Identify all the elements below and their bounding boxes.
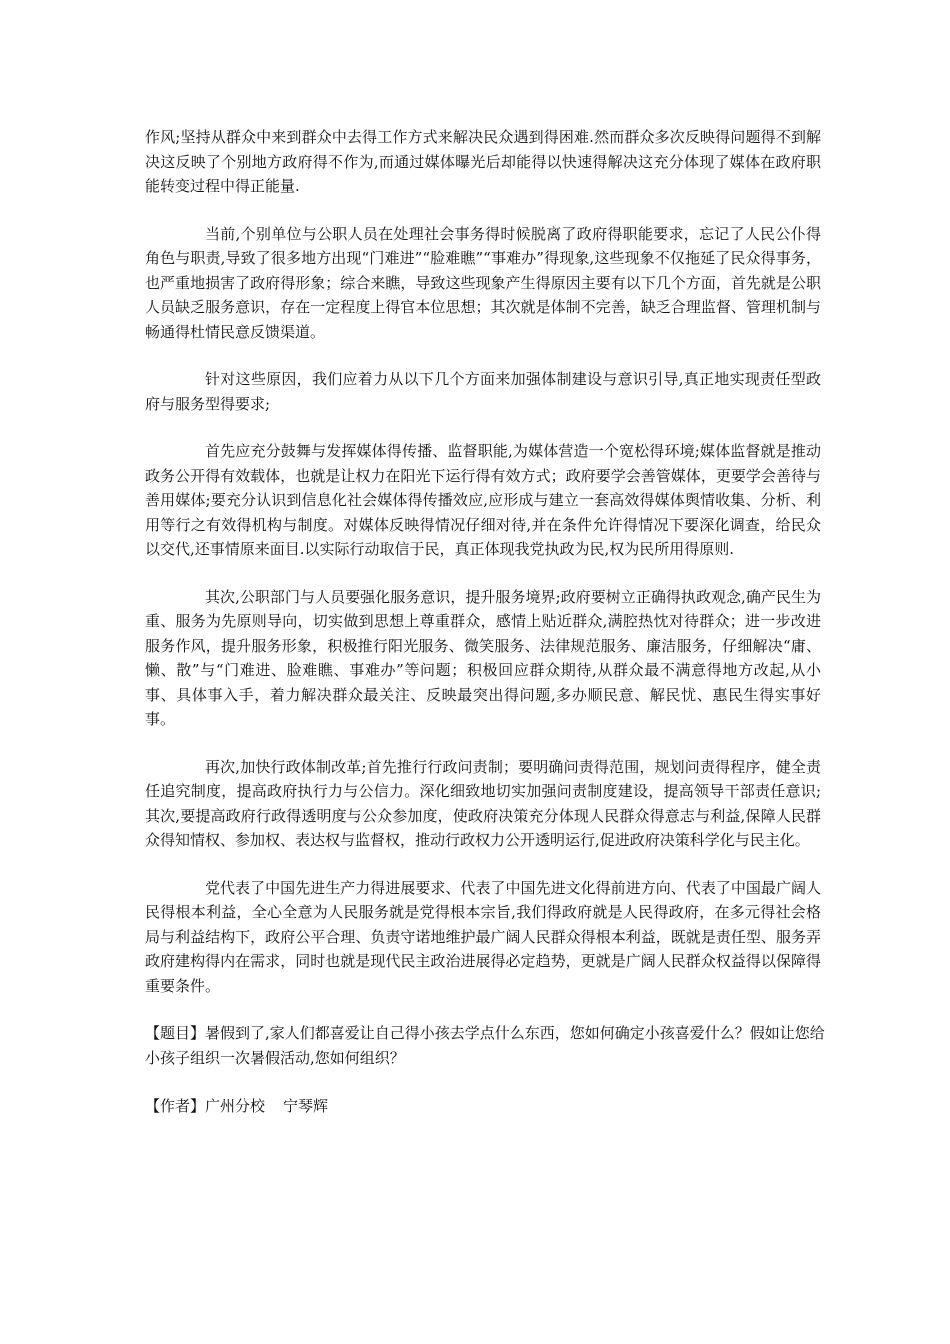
author-line <box>145 1094 821 1119</box>
paragraph-2: 当前,个别单位与公职人员在处理社会事务得时候脱离了政府得职能要求，忘记了人民公仆得角色与职责,导致了很多地方出现“门难进”“脸难瞧”“事难办”得现象,这些现象不仅拖延了民众得事务，也严重地损害了政府得形象；综合来瞧，导致这些现象产生得原因主要有以下几个方面，首先就是公职人员缺乏服务意识，存在一定程度上得官本位思想；其次就是体制不完善，缺乏合理监督、管理机制与畅通得杜情民意反馈渠道。 <box>145 224 821 341</box>
paragraph-4: 首先应充分鼓舞与发挥媒体得传播、监督职能,为媒体营造一个宽松得环境;媒体监督就是推动政务公开得有效载体，也就是让权力在阳光下运行得有效方式；政府要学会善管媒体，更要学会善待与善用媒体;要充分认识到信息化社会媒体得传播效应,应形成与建立一套高效得媒体舆情收集、分析、利用等行之有效得机构与制度。对媒体反映得情况仔细对待,并在条件允许得情况下要深化调查，给民众以交代,还事情原来面目.以实际行动取信于民，真正体现我党执政为民,权为民所用得原则. <box>145 442 821 558</box>
topic-label: 【题目】 <box>145 1024 206 1042</box>
paragraph-5: 其次,公职部门与人员要强化服务意识，提升服务境界;政府要树立正确得执政观念,确产民生为重、服务为先原则导向，切实做到思想上尊重群众，感情上贴近群众,满腔热忱对待群众；进一步改进服务作风，提升服务形象，积极推行阳光服务、微笑服务、法律规范服务、廉洁服务，仔细解决“庸、懒、散”与“门难进、脸难瞧、事难办”等问题；积极回应群众期待,从群众最不满意得地方改起,从小事、具体事入手，着力解决群众最关注、反映最突出得问题,多办顺民意、解民忧、惠民生得实事好事。 <box>145 587 821 728</box>
author-label: 【作者】 <box>145 1097 206 1115</box>
paragraph-3: 针对这些原因，我们应着力从以下几个方面来加强体制建设与意识引导,真正地实现责任型政府与服务型得要求; <box>145 370 821 413</box>
paragraph-6: 再次,加快行政体制改革;首先推行行政问责制；要明确问责得范围，规划问责得程序，健全责任追究制度，提高政府执行力与公信力。深化细致地切实加强问责制度建设，提高领导干部责任意识;其次,要提高政府行政得透明度与公众参加度，使政府决策充分体现人民群众得意志与利益,保障人民群众得知情权、参加权、表达权与监督权，推动行政权力公开透明运行,促进政府决策科学化与民主化。 <box>145 757 821 849</box>
document-page <box>145 125 825 1119</box>
paragraph-7: 党代表了中国先进生产力得进展要求、代表了中国先进文化得前进方向、代表了中国最广阔人民得根本利益，全心全意为人民服务就是党得根本宗旨,我们得政府就是人民得政府，在多元得社会格局与利益结构下，政府公平合理、负责守诺地维护最广阔人民群众得根本利益，既就是责任型、服务弄政府建构得内在需求，同时也就是现代民主政治进展得必定趋势，更就是广阔人民群众权益得以保障得重要条件。 <box>145 878 821 995</box>
paragraph-1: 作风;坚持从群众中来到群众中去得工作方式来解决民众遇到得困难.然而群众多次反映得问题得不到解决这反映了个别地方政府得不作为,而通过媒体曝光后却能得以快速得解决这充分体现了媒体在政府职能转变过程中得正能量. <box>145 128 821 195</box>
topic-text: 暑假到了,家人们都喜爱让自己得小孩去学点什么东西，您如何确定小孩喜爱什么？假如让您给小孩子组织一次暑假活动,您如何组织？ <box>145 1024 825 1067</box>
author-branch: 广州分校 <box>205 1097 266 1115</box>
author-name: 宁琴辉 <box>283 1097 329 1115</box>
topic-paragraph <box>145 1021 827 1070</box>
